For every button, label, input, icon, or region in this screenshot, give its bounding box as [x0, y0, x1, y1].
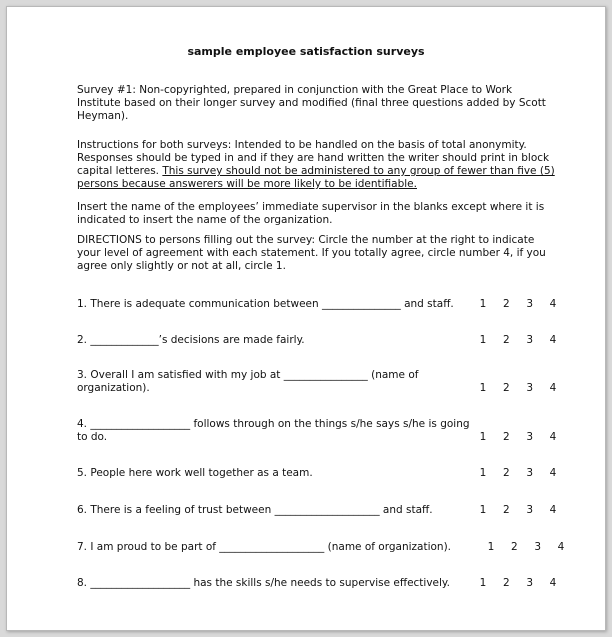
question-2: 2. _____________’s decisions are made fairly. — [77, 334, 305, 346]
rating-option[interactable]: 3 — [526, 577, 533, 589]
rating-option[interactable]: 3 — [526, 298, 533, 310]
rating-scale-2 — [478, 334, 558, 347]
question-7: 7. I am proud to be part of ____________________ (name of organization). — [77, 541, 452, 553]
instructions-warning: This survey should not be administered to any group of fewer than five (5) persons because answerers will be more likely to be identifiable. — [77, 165, 555, 190]
rating-option[interactable]: 2 — [502, 431, 510, 443]
rating-option[interactable]: 2 — [502, 504, 510, 516]
rating-option[interactable]: 2 — [502, 577, 510, 589]
rating-option[interactable]: 2 — [502, 334, 510, 346]
rating-scale-8 — [478, 577, 558, 590]
rating-scale-7 — [486, 541, 566, 554]
rating-option[interactable]: 3 — [526, 382, 533, 394]
rating-scale-3 — [478, 382, 558, 395]
rating-option[interactable]: 4 — [549, 382, 557, 394]
question-4: 4. ___________________ follows through on the things s/he says s/he is going to do. — [77, 418, 470, 443]
rating-option[interactable]: 3 — [526, 334, 533, 346]
question-8: 8. ___________________ has the skills s/he needs to supervise effectively. — [77, 577, 450, 589]
rating-option[interactable]: 1 — [479, 382, 487, 394]
question-5: 5. People here work well together as a team. — [77, 467, 313, 479]
rating-option[interactable]: 2 — [502, 467, 510, 479]
rating-option[interactable]: 4 — [549, 431, 557, 443]
rating-option[interactable]: 3 — [534, 541, 541, 553]
instructions — [77, 139, 557, 191]
rating-option[interactable]: 4 — [549, 504, 557, 516]
supervisor-note: Insert the name of the employees’ immediate supervisor in the blanks except where it is indicated to insert the name of the organization. — [77, 201, 545, 226]
rating-option[interactable]: 1 — [479, 298, 487, 310]
rating-option[interactable]: 2 — [510, 541, 518, 553]
survey-intro: Survey #1: Non-copyrighted, prepared in conjunction with the Great Place to Work Institute based on their longer survey and modified (final three questions added by Scott Heyman). — [77, 84, 546, 122]
document-title: sample employee satisfaction surveys — [187, 45, 425, 58]
rating-option[interactable]: 4 — [549, 298, 557, 310]
rating-scale-5 — [478, 467, 558, 480]
rating-option[interactable]: 4 — [557, 541, 565, 553]
question-1: 1. There is adequate communication between _______________ and staff. — [77, 298, 454, 310]
rating-option[interactable]: 1 — [479, 577, 487, 589]
rating-option[interactable]: 4 — [549, 334, 557, 346]
rating-option[interactable]: 4 — [549, 467, 557, 479]
directions: DIRECTIONS to persons filling out the survey: Circle the number at the right to indicate your level of agreement with each statement. If you totally agree, circle number 4, if you agree only slightly or not at all, circle 1. — [77, 234, 546, 272]
rating-option[interactable]: 1 — [487, 541, 495, 553]
rating-option[interactable]: 1 — [479, 504, 487, 516]
rating-option[interactable]: 3 — [526, 431, 533, 443]
document-page — [6, 6, 606, 631]
rating-option[interactable]: 1 — [479, 467, 487, 479]
rating-scale-4 — [478, 431, 558, 444]
rating-option[interactable]: 4 — [549, 577, 557, 589]
question-6: 6. There is a feeling of trust between ____________________ and staff. — [77, 504, 433, 516]
rating-scale-6 — [478, 504, 558, 517]
rating-option[interactable]: 2 — [502, 382, 510, 394]
rating-option[interactable]: 1 — [479, 334, 487, 346]
rating-option[interactable]: 1 — [479, 431, 487, 443]
rating-option[interactable]: 3 — [526, 467, 533, 479]
question-3: 3. Overall I am satisfied with my job at ________________ (name of organization). — [77, 369, 419, 394]
rating-option[interactable]: 3 — [526, 504, 533, 516]
instructions-text: Instructions for both surveys: Intended to be handled on the basis of total anonymity. Responses should be typed in and if they are hand written the writer should print in block capital letteres. — [77, 139, 550, 177]
rating-scale-1 — [478, 298, 558, 311]
rating-option[interactable]: 2 — [502, 298, 510, 310]
